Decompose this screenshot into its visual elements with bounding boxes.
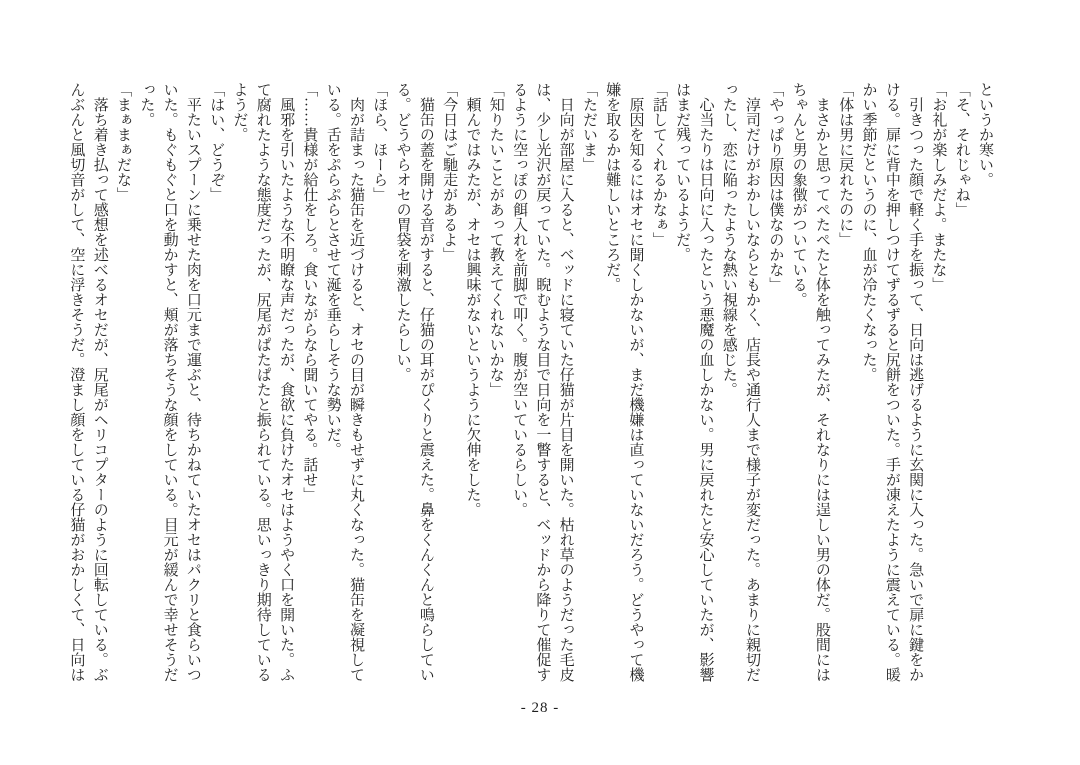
text-line: 「やっぱり原因は僕なのかな」 <box>767 82 784 292</box>
text-line: 「体は男に戻れたのに」 <box>837 82 854 247</box>
text-line: 心当たりは日向に入ったという悪魔の血しかない。男に戻れたと安心していたが、影響 <box>697 82 714 682</box>
text-line: 肉が詰まった猫缶を近づけると、オセの目が瞬きもせずに丸くなった。猫缶を凝視して <box>347 82 364 682</box>
page-text <box>64 82 996 688</box>
text-line: 「……貴様が給仕をしろ。食いながらなら聞いてやる。話せ」 <box>301 82 318 502</box>
text-line: はまだ残っているようだ。 <box>674 82 691 262</box>
text-line: は、少し光沢が戻っていた。睨むような目で日向を一瞥すると、ベッドから降りて催促す <box>534 82 551 682</box>
text-line: ける。扉に背中を押しつけてずるずると尻餅をついた。手が凍えたように震えている。暖 <box>883 82 900 682</box>
text-line: 「お礼が楽しみだよ。またな」 <box>930 82 947 292</box>
text-line: 「知りたいことがあって教えてくれないかな」 <box>487 82 504 397</box>
text-line: 「ただいま」 <box>580 82 597 172</box>
text-line: というか寒い。 <box>977 82 993 187</box>
text-line: 「ほら、ほーら」 <box>371 82 388 202</box>
text-line: 引きつった顔で軽く手を振って、日向は逃げるように玄関に入った。急いで扉に鍵をか <box>907 82 924 682</box>
text-line: かい季節だというのに、血が冷たくなった。 <box>860 82 877 382</box>
text-line: 「はい、どうぞ」 <box>208 82 225 202</box>
text-line: んぶんと風切音がして、空に浮きそうだ。澄まし顔をしている仔猫がおかしくて、日向は <box>68 82 85 682</box>
text-line: るように空っぽの餌入れを前脚で叩く。腹が空いているらしい。 <box>511 82 528 517</box>
text-line: 「話してくれるかなぁ」 <box>650 82 667 247</box>
text-line: まさかと思ってぺたぺたと体を触ってみたが、それなりには逞しい男の体だ。股間には <box>813 82 830 682</box>
text-line: った。 <box>138 82 155 127</box>
text-line: 日向が部屋に入ると、ベッドに寝ていた仔猫が片目を開いた。枯れ草のようだった毛皮 <box>557 82 574 682</box>
text-line: いた。もぐもぐと口を動かすと、頬が落ちそうな顔をしている。目元が緩んで幸せそうだ <box>161 82 178 682</box>
text-line: 頼んではみたが、オセは興味がないというように欠伸をした。 <box>464 82 481 517</box>
text-line: 淳司だけがおかしいならともかく、店長や通行人まで様子が変だった。あまりに親切だ <box>744 82 761 682</box>
text-line: 「まぁまぁだな」 <box>115 82 132 202</box>
text-line: ったし、恋に陥ったような熱い視線を感じた。 <box>720 82 737 397</box>
text-line: いる。舌をぷらぷらとさせて涎を垂らしそうな勢いだ。 <box>324 82 341 457</box>
text-line: 「そ、それじゃね」 <box>953 82 970 217</box>
text-line: ちゃんと男の象徴がついている。 <box>790 82 807 307</box>
text-line: て腐れたような態度だったが、尻尾がぱたぱたと振られている。思いっきり期待している <box>254 82 271 682</box>
page-number: - 28 - <box>520 700 560 716</box>
text-line: 風邪を引いたような不明瞭な声だったが、食欲に負けたオセはようやく口を開いた。ふ <box>278 82 295 682</box>
text-line: 平たいスプーンに乗せた肉を口元まで運ぶと、待ちかねていたオセはパクリと食らいつ <box>184 82 201 682</box>
text-line: 嫌を取るかは難しいところだ。 <box>604 82 621 292</box>
text-line: る。どうやらオセの胃袋を刺激したらしい。 <box>394 82 411 382</box>
text-line: 原因を知るにはオセに聞くしかないが、まだ機嫌は直っていないだろう。どうやって機 <box>627 82 644 682</box>
text-line: 落ち着き払って感想を述べるオセだが、尻尾がヘリコプターのように回転している。ぶ <box>91 82 108 682</box>
text-line: 猫缶の蓋を開ける音がすると、仔猫の耳がぴくりと震えた。鼻をくんくんと鳴らしてい <box>417 82 434 682</box>
text-line: 「今日はご馳走があるよ」 <box>441 82 458 262</box>
text-line: ようだ。 <box>231 82 248 142</box>
